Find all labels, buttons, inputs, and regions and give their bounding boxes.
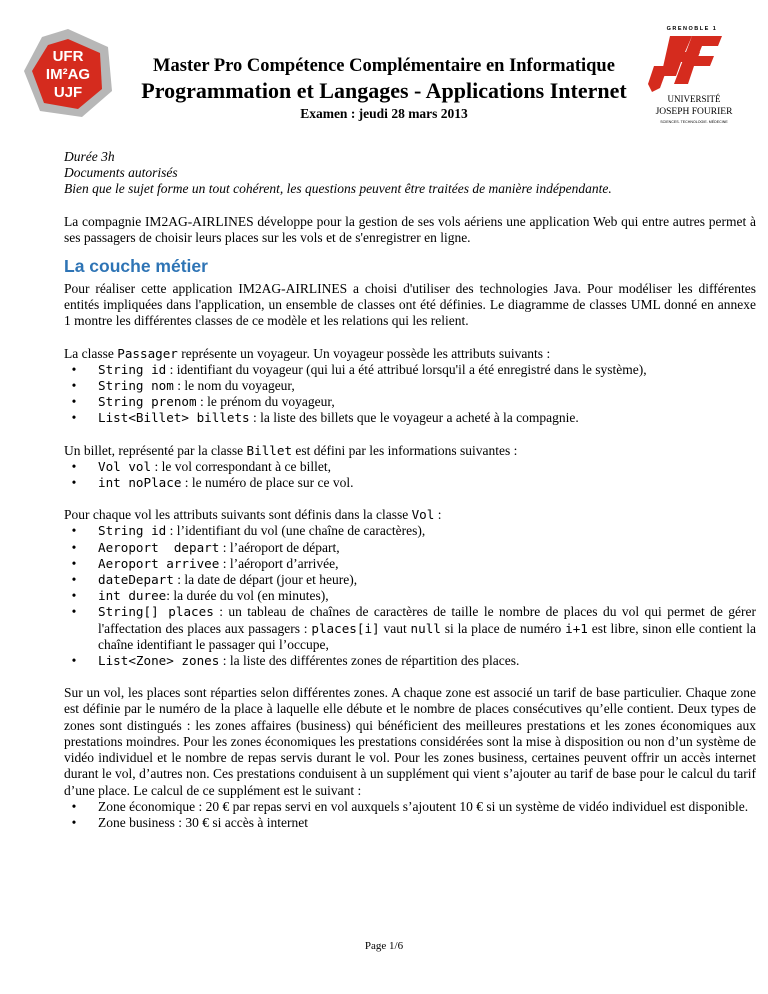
duration: Durée 3h <box>64 149 115 164</box>
passager-attributes <box>64 362 756 427</box>
svg-text:UJF: UJF <box>53 84 83 101</box>
list-item: • dateDepart : la date de départ (jour et heure), <box>71 572 358 588</box>
vol-attributes <box>64 523 756 669</box>
list-item: • Vol vol : le vol correspondant à ce billet, <box>71 458 332 474</box>
svg-text:JOSEPH FOURIER: JOSEPH FOURIER <box>655 107 733 117</box>
list-item: • List<Zone> zones : la liste des différentes zones de répartition des places. <box>71 653 520 669</box>
svg-text:UNIVERSITÉ: UNIVERSITÉ <box>667 94 721 104</box>
documents-allowed: Documents autorisés <box>64 165 178 181</box>
billet-intro: Un billet, représenté par la classe Billet est défini par les informations suivantes : <box>64 442 518 458</box>
ufr-im2ag-logo <box>22 27 114 119</box>
page-number: Page 1/6 <box>364 940 404 952</box>
billet-attributes <box>64 459 756 491</box>
list-item: • Zone économique : 20 € par repas servi en vol auxquels s’ajoutent 10 € si un système de vidéo individuel est disponible. <box>71 798 749 814</box>
paragraph-zones: Sur un vol, les places sont réparties selon différentes zones. A chaque zone est associé un tarif de base particulier. Chaque zone est définie par le numéro de la place à laquelle elle débute et le nombre de places consécutives qu’elle contient. Deux types de zones sont distingués : les zones affaires (business) qui bénéficient des meilleures prestations et les zones économiques aux prestations moindres. Pour les zones économiques les prestations considérées sont la mise à disposition ou non d’un système de vidéo individuel et le nombre de repas servis durant le vol. Pour les zones business, certaines peuvent offrir un accès internet durant le vol, d’autres non. Ces prestations conduisent à un supplément qui vient s’ajouter au tarif de base pour le calcul du tarif d’une place. Le calcul de ce supplément est le suivant : <box>64 685 756 798</box>
list-item: • Zone business : 30 € si accès à internet <box>71 814 308 830</box>
svg-text:IM²AG: IM²AG <box>45 66 91 83</box>
list-item: • Aeroport depart : l’aéroport de départ, <box>71 539 340 555</box>
list-item: • int noPlace : le numéro de place sur ce vol. <box>71 475 354 491</box>
header-exam-date: Examen : jeudi 28 mars 2013 <box>300 106 468 121</box>
header-program: Master Pro Compétence Complémentaire en Informatique <box>153 56 615 76</box>
independence-note: Bien que le sujet forme un tout cohérent, les questions peuvent être traitées de manière indépendante. <box>64 181 612 197</box>
header-course: Programmation et Langages - Applications Internet <box>141 78 627 103</box>
vol-intro: Pour chaque vol les attributs suivants sont définis dans la classe Vol : <box>64 507 442 523</box>
passager-intro: La classe Passager représente un voyageur. Un voyageur possède les attributs suivants : <box>64 345 551 361</box>
list-item: • String nom : le nom du voyageur, <box>71 378 295 394</box>
list-item: • String id : l’identifiant du vol (une chaîne de caractères), <box>71 523 426 539</box>
svg-text:GRENOBLE 1: GRENOBLE 1 <box>666 26 718 32</box>
list-item: • String prenom : le prénom du voyageur, <box>71 394 335 410</box>
supplement-rules <box>64 799 756 831</box>
paragraph-architecture: Pour réaliser cette application IM2AG-AIRLINES a choisi d'utiliser des technologies Java. Pour modéliser les différentes entités impliquées dans l'application, un ensemble de classes ont été définies. Le diagramme de classes UML donné en annexe 1 montre les différentes classes de ce modèle et les relations qui les relient. <box>64 281 756 329</box>
list-item: • String id : identifiant du voyageur (qui lui a été attribué lorsqu'il a été enregistré dans le système), <box>71 361 647 377</box>
svg-text:UFR: UFR <box>52 48 84 65</box>
list-item: • int duree: la durée du vol (en minutes), <box>71 588 329 604</box>
company-intro: La compagnie IM2AG-AIRLINES développe pour la gestion de ses vols aériens une application Web qui entre autres permet à ses passagers de choisir leurs places sur les vols et de s'enregistrer en ligne. <box>64 213 756 245</box>
document-body <box>64 149 756 831</box>
svg-text:SCIENCES. TECHNOLOGIE. MÉDECIN: SCIENCES. TECHNOLOGIE. MÉDECINE <box>660 120 728 124</box>
list-item: • List<Billet> billets : la liste des billets que le voyageur a acheté à la compagnie. <box>71 410 579 426</box>
list-item: • String[] places : un tableau de chaînes de caractères de taille le nombre de places du vol qui permet de gérer l'affectation des places aux passagers : places[i] vaut null si la place de numéro i+1 est libre, sinon elle contient la chaîne identifiant le passager qui l’occupe, <box>71 604 756 652</box>
list-item: • Aeroport arrivee : l’aéroport d’arrivée, <box>71 555 339 571</box>
section-title: La couche métier <box>64 256 208 277</box>
